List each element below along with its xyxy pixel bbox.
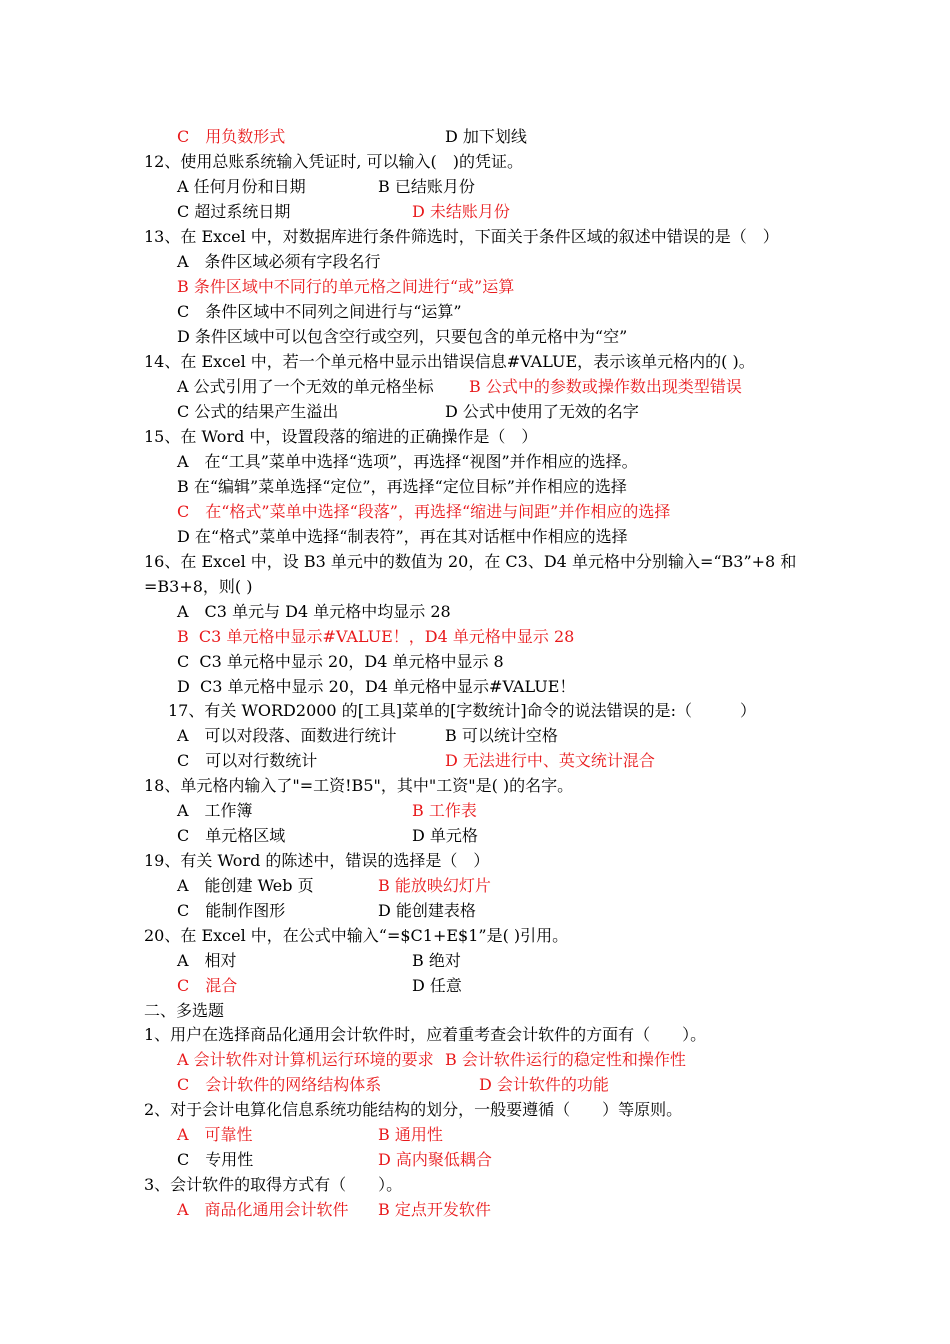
option-c: C 条件区域中不同列之间进行与“运算”: [177, 302, 462, 321]
question-15: 15、在 Word 中，设置段落的缩进的正确操作是（ ）: [144, 427, 538, 446]
option-row: [177, 801, 477, 821]
question-16: 16、在 Excel 中，设 B3 单元中的数值为 20，在 C3、D4 单元格中分别输入=“B3”+8 和: [144, 552, 797, 571]
option-d: D 加下划线: [445, 127, 527, 146]
multi-question-2: 2、对于会计电算化信息系统功能结构的划分，一般要遵循（ ）等原则。: [144, 1100, 683, 1119]
option-row: [177, 826, 478, 846]
option-row: [177, 1075, 609, 1095]
option-d: D C3 单元格中显示 20，D4 单元格中显示#VALUE！: [177, 677, 576, 696]
option-d-answer: D 会计软件的功能: [479, 1075, 609, 1094]
option-c-answer: C 用负数形式: [177, 127, 286, 146]
option-d-answer: D 未结账月份: [412, 202, 510, 221]
multi-question-1: 1、用户在选择商品化通用会计软件时，应着重考查会计软件的方面有（ ）。: [144, 1025, 707, 1044]
option-d: D 单元格: [412, 826, 478, 845]
option-c: C 能制作图形: [177, 901, 286, 920]
option-a-answer: A 会计软件对计算机运行环境的要求: [177, 1050, 434, 1069]
option-row: [177, 127, 527, 147]
option-row: [177, 377, 742, 397]
option-d: D 条件区域中可以包含空行或空列，只要包含的单元格中为“空”: [177, 327, 628, 346]
option-c: C 超过系统日期: [177, 202, 291, 221]
option-b: B 可以统计空格: [445, 726, 558, 745]
question-14: 14、在 Excel 中，若一个单元格中显示出错误信息#VALUE，表示该单元格内的( )。: [144, 352, 755, 371]
option-b-answer: B 公式中的参数或操作数出现类型错误: [469, 377, 742, 396]
option-row: [177, 951, 461, 971]
option-d-answer: D 无法进行中、英文统计混合: [445, 751, 655, 770]
option-row: [177, 402, 639, 422]
option-b-answer: B 条件区域中不同行的单元格之间进行“或”运算: [177, 277, 515, 296]
option-row: [177, 202, 510, 222]
option-row: [177, 1125, 443, 1145]
option-c-answer: C 混合: [177, 976, 238, 995]
question-12: 12、使用总账系统输入凭证时, 可以输入( )的凭证。: [144, 152, 524, 171]
option-a: A 条件区域必须有字段名行: [177, 252, 381, 271]
option-d: D 在“格式”菜单中选择“制表符”，再在其对话框中作相应的选择: [177, 527, 628, 546]
option-row: [177, 177, 475, 197]
option-b-answer: B 定点开发软件: [378, 1200, 491, 1219]
option-b-answer: B 能放映幻灯片: [378, 876, 491, 895]
option-row: [177, 1050, 686, 1070]
multi-question-3: 3、会计软件的取得方式有（ ）。: [144, 1175, 403, 1194]
option-d-answer: D 高内聚低耦合: [378, 1150, 492, 1169]
option-a-answer: A 可靠性: [177, 1125, 253, 1144]
option-a: A 能创建 Web 页: [177, 876, 314, 895]
option-c-answer: C 会计软件的网络结构体系: [177, 1075, 382, 1094]
option-row: [177, 751, 655, 771]
option-b-answer: B C3 单元格中显示#VALUE！，D4 单元格中显示 28: [177, 627, 575, 646]
question-17: 17、有关 WORD2000 的[工具]菜单的[字数统计]命令的说法错误的是:（ ）: [168, 701, 757, 720]
option-b-answer: B 工作表: [412, 801, 477, 820]
option-b-answer: B 会计软件运行的稳定性和操作性: [445, 1050, 686, 1069]
question-18: 18、单元格内输入了"=工资!B5"，其中"工资"是( )的名字。: [144, 776, 574, 795]
option-a: A 公式引用了一个无效的单元格坐标: [177, 377, 434, 396]
option-row: [177, 1150, 492, 1170]
option-c-answer: C 在“格式”菜单中选择“段落”，再选择“缩进与间距”并作相应的选择: [177, 502, 671, 521]
option-c: C 公式的结果产生溢出: [177, 402, 339, 421]
option-a: A 在“工具”菜单中选择“选项”，再选择“视图”并作相应的选择。: [177, 452, 638, 471]
option-a-answer: A 商品化通用会计软件: [177, 1200, 349, 1219]
option-d: D 公式中使用了无效的名字: [445, 402, 639, 421]
option-c: C 单元格区域: [177, 826, 286, 845]
option-a: A 相对: [177, 951, 237, 970]
question-13: 13、在 Excel 中，对数据库进行条件筛选时，下面关于条件区域的叙述中错误的是（ ）: [144, 227, 779, 246]
option-row: [177, 976, 462, 996]
option-a: A 工作簿: [177, 801, 253, 820]
option-a: A 任何月份和日期: [177, 177, 306, 196]
option-c: C 可以对行数统计: [177, 751, 318, 770]
option-a: A C3 单元与 D4 单元格中均显示 28: [177, 602, 451, 621]
option-b: B 绝对: [412, 951, 461, 970]
option-b: B 在“编辑”菜单选择“定位”，再选择“定位目标”并作相应的选择: [177, 477, 627, 496]
option-row: [177, 726, 558, 746]
option-row: [177, 1200, 491, 1220]
question-20: 20、在 Excel 中，在公式中输入“=$C1+E$1”是( )引用。: [144, 926, 569, 945]
option-a: A 可以对段落、面数进行统计: [177, 726, 397, 745]
option-c: C C3 单元格中显示 20，D4 单元格中显示 8: [177, 652, 504, 671]
option-row: [177, 901, 476, 921]
option-row: [177, 876, 491, 896]
question-16-continued: =B3+8，则( ): [144, 577, 253, 596]
option-d: D 能创建表格: [378, 901, 476, 920]
option-c: C 专用性: [177, 1150, 254, 1169]
option-b: B 已结账月份: [378, 177, 475, 196]
option-d: D 任意: [412, 976, 462, 995]
question-19: 19、有关 Word 的陈述中，错误的选择是（ ）: [144, 851, 490, 870]
option-b-answer: B 通用性: [378, 1125, 443, 1144]
section-heading-multiple-choice: 二、多选题: [144, 1001, 225, 1020]
